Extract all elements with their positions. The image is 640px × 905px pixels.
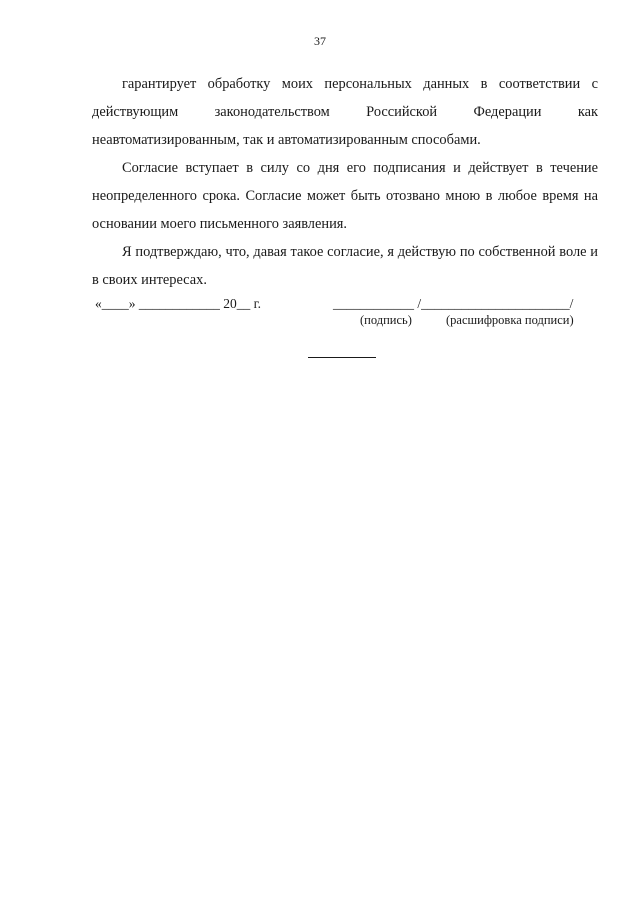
signature-line: ____________ /______________________/ [333,296,574,311]
signature-captions [360,313,574,328]
end-of-document-rule [308,357,376,358]
decoding-caption: (расшифровка подписи) [446,313,574,327]
page-number: 37 [314,34,326,48]
document-body [92,70,598,294]
paragraph-processing-guarantee: гарантирует обработку моих персональных данных в соответствии с действующим законодательством Российской Федерации как неавтоматизированным, так и автоматизированным способами. [92,76,598,148]
paragraph-confirmation: Я подтверждаю, что, давая такое согласие, я действую по собственной воле и в своих интересах. [92,244,598,288]
paragraph-consent-validity: Согласие вступает в силу со дня его подписания и действует в течение неопределенного срока. Согласие может быть отозвано мною в любое время на основании моего письменного заявления. [92,160,598,232]
date-field: «____» ____________ 20__ г. [95,296,262,311]
signature-caption: (подпись) [360,313,412,327]
